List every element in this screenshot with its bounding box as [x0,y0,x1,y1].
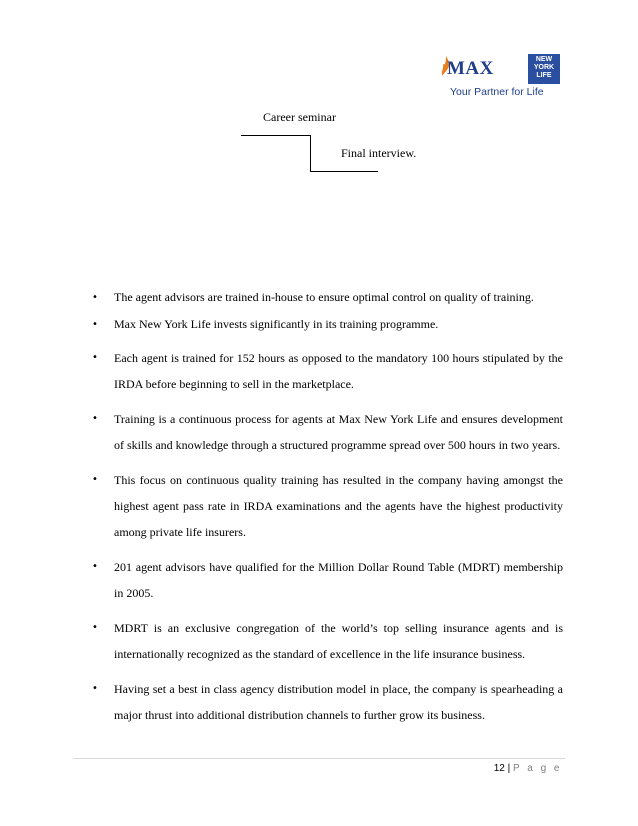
list-item-text: The agent advisors are trained in-house to ensure optimal control on quality of training. [114,290,534,304]
list-item-text: Having set a best in class agency distribution model in place, the company is spearheading a major thrust into additional distribution channels to further grow its business. [114,682,563,722]
bullet-icon: • [92,292,98,303]
logo-brand-text: MAX [447,58,494,79]
bullet-icon: • [92,683,98,694]
logo-badge-line: NEW [535,56,553,63]
logo-tagline: Your Partner for Life [450,86,544,98]
bullet-icon: • [92,622,98,633]
logo-badge [528,54,560,84]
logo-badge-line: LIFE [536,72,552,79]
flow-connector-vertical [310,135,311,172]
bullet-icon: • [92,413,98,424]
list-item-text: Training is a continuous process for agents at Max New York Life and ensures development of skills and knowledge through a structured programme spread over 500 hours in two years. [114,412,563,452]
footer-separator: | [507,763,511,774]
list-item [92,554,563,606]
flow-step-final-interview: Final interview. [341,146,417,160]
list-item-text: This focus on continuous quality training has resulted in the company having amongst the highest agent pass rate in IRDA examinations and the agents have the highest productivity among private life insurers. [114,473,563,539]
bullet-icon: • [92,561,98,572]
logo-badge-line: YORK [533,64,555,71]
list-item [92,287,563,308]
list-item-text: Max New York Life invests significantly in its training programme. [114,317,439,331]
bullet-icon: • [92,352,98,363]
list-item-text: 201 agent advisors have qualified for the Million Dollar Round Table (MDRT) membership in 2005. [114,560,563,600]
page-number: 12 [493,763,505,774]
list-item [92,467,563,545]
page-label: P a g e [512,763,562,774]
list-item [92,314,563,335]
flow-connector-horizontal [241,135,311,136]
list-item-text: MDRT is an exclusive congregation of the world’s top selling insurance agents and is internationally recognized as the standard of excellence in the life insurance business. [114,621,563,661]
list-item [92,615,563,667]
company-logo [441,52,563,102]
list-item-text: Each agent is trained for 152 hours as opposed to the mandatory 100 hours stipulated by the IRDA before beginning to sell in the marketplace. [114,351,563,391]
bullet-list [92,287,563,728]
bullet-icon: • [92,474,98,485]
footer-divider [73,758,565,759]
list-item [92,676,563,728]
page-footer [494,763,562,774]
flow-connector-horizontal [310,171,378,172]
list-item [92,406,563,458]
flow-step-career-seminar: Career seminar [263,110,336,124]
list-item [92,345,563,397]
bullet-icon: • [92,319,98,330]
